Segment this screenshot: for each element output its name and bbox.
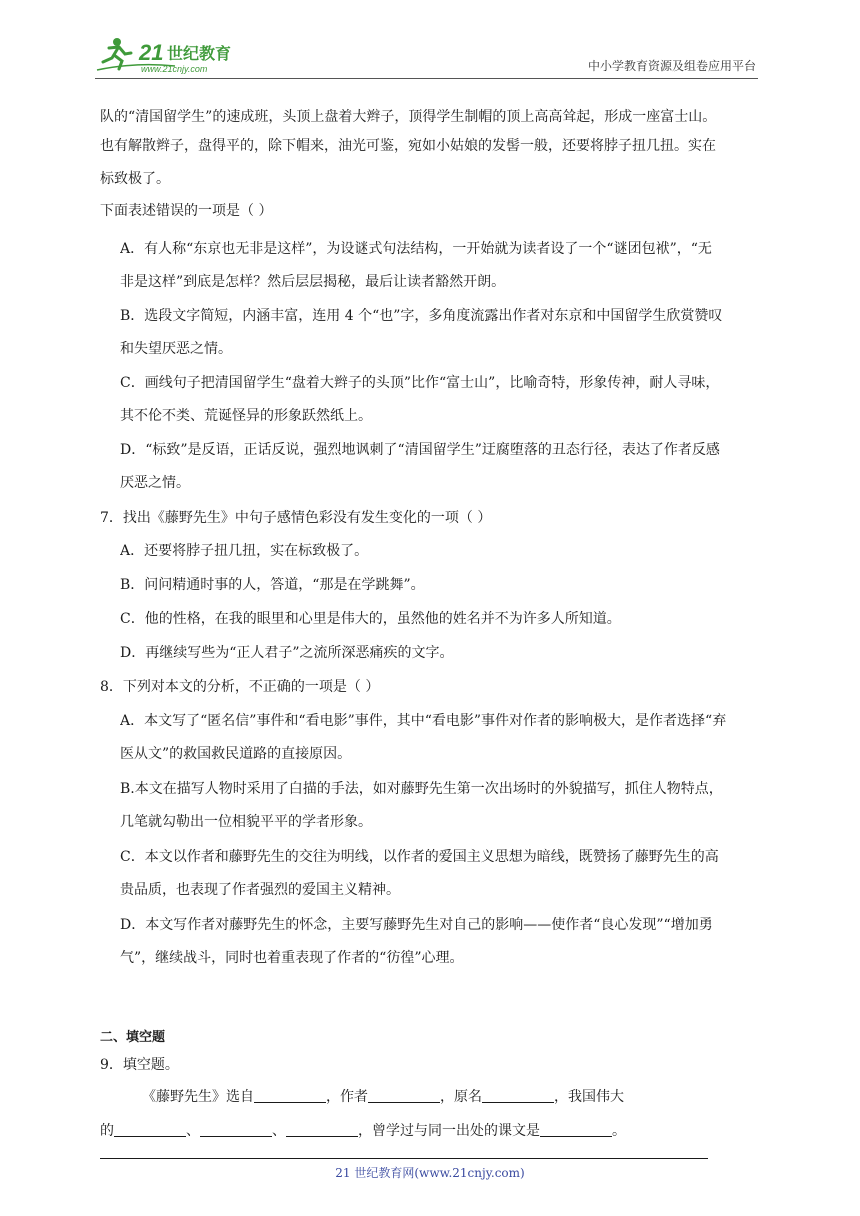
logo: [95, 34, 265, 76]
q8-option-d-line-1: D．本文写作者对藤野先生的怀念，主要写藤野先生对自己的影响——使作者“良心发现”“增加勇: [120, 917, 713, 933]
emphasis-char: 致: [114, 171, 128, 187]
passage-text: 有解散辫子，盘得平的，除下帽来，油光可鉴，宛如小姑娘的发髻一般，还要将脖子扭几扭。实在: [114, 138, 716, 154]
passage-line-3: [100, 168, 758, 188]
page-header: [95, 34, 758, 79]
q6-option-b-line-1: B．选段文字简短，内涵丰富，连用 4 个“也”字，多角度流露出作者对东京和中国留学生欣赏赞叹: [120, 308, 723, 324]
q6-option-c-line-2: 其不伦不类、荒诞怪异的形象跃然纸上。: [120, 408, 372, 424]
passage-line-1: 队的“清国留学生”的速成班，头顶上盘着大辫子，顶得学生制帽的顶上高高耸起，形成一座富士山。: [100, 109, 717, 125]
fill-text: 《藤野先生》选自: [142, 1089, 254, 1105]
q8-option-a-line-2: 医从文”的救国救民道路的直接原因。: [120, 746, 352, 762]
q9-stem: 9．填空题。: [100, 1057, 179, 1073]
q8-option-d-line-2: 气”，继续战斗，同时也着重表现了作者的“彷徨”心理。: [120, 950, 464, 966]
q6-option-d-line-2: 厌恶之情。: [120, 475, 190, 491]
fill-text: ，原名: [440, 1089, 482, 1105]
section-title: 二、填空题: [100, 1030, 166, 1045]
q6-option-a-line-2: 非是这样”到底是怎样？然后层层揭秘，最后让读者豁然开朗。: [120, 274, 506, 290]
answer-blank[interactable]: [540, 1122, 612, 1137]
answer-blank[interactable]: [286, 1122, 358, 1137]
answer-blank[interactable]: [368, 1088, 440, 1103]
answer-blank[interactable]: [200, 1122, 272, 1137]
fill-text: ，我国伟大: [554, 1089, 624, 1105]
fill-text: 、: [272, 1123, 286, 1139]
passage-line-2: [100, 135, 758, 155]
answer-blank[interactable]: [482, 1088, 554, 1103]
fill-text: ，曾学过与同一出处的课文是: [358, 1123, 540, 1139]
q7-option-d: D．再继续写些为“正人君子”之流所深恶痛疾的文字。: [120, 645, 454, 661]
fill-text: ，作者: [326, 1089, 368, 1105]
q8-option-c-line-2: 贵品质，也表现了作者强烈的爱国主义精神。: [120, 882, 400, 898]
fill-text: 、: [186, 1123, 200, 1139]
logo-text: 世纪教育: [167, 44, 232, 63]
fill-line-1: [142, 1086, 758, 1106]
emphasis-char: 标: [100, 171, 114, 187]
logo-number: 21: [139, 40, 164, 65]
stem-text: 下面表述: [100, 203, 156, 219]
answer-blank[interactable]: [254, 1088, 326, 1103]
passage-text: 极了。: [128, 171, 170, 187]
footer-divider: [100, 1158, 708, 1159]
logo-url: www.21cnjy.com: [141, 64, 208, 74]
answer-blank[interactable]: [114, 1122, 186, 1137]
emphasis-char: 也: [100, 138, 114, 154]
q6-option-a-line-1: A．有人称“东京也无非是这样”，为设谜式句法结构，一开始就为读者设了一个“谜团包袱”，“无: [120, 241, 712, 257]
q7-option-c: C．他的性格，在我的眼里和心里是伟大的，虽然他的姓名并不为许多人所知道。: [120, 611, 621, 627]
platform-name: 中小学教育资源及组卷应用平台: [587, 59, 756, 73]
q6-option-b-line-2: 和失望厌恶之情。: [120, 341, 232, 357]
fill-text: 的: [100, 1123, 114, 1139]
q8-option-b-line-2: 几笔就勾勒出一位相貌平平的学者形象。: [120, 814, 372, 830]
q8-stem: 8．下列对本文的分析，不正确的一项是（ ）: [100, 679, 380, 695]
page-footer[interactable]: 21 世纪教育网(www.21cnjy.com): [335, 1166, 525, 1180]
emphasis-word: 错误: [156, 203, 184, 219]
q6-option-c-line-1: C．画线句子把清国留学生“盘着大辫子的头顶”比作“富士山”，比喻奇特，形象传神，耐人寻味，: [120, 375, 720, 391]
fill-text: 。: [612, 1123, 626, 1139]
q7-option-b: B．问问精通时事的人，答道，“那是在学跳舞”。: [120, 577, 425, 593]
q7-stem: 7．找出《藤野先生》中句子感情色彩没有发生变化的一项（ ）: [100, 510, 492, 526]
q6-option-d-line-1: D．“标致”是反语，正话反说，强烈地讽刺了“清国留学生”迂腐堕落的丑态行径，表达了作者反感: [120, 442, 720, 458]
fill-line-2: [100, 1120, 758, 1140]
q8-option-c-line-1: C．本文以作者和藤野先生的交往为明线，以作者的爱国主义思想为暗线，既赞扬了藤野先生的高: [120, 849, 719, 865]
stem-text: 的一项是（ ）: [184, 203, 273, 219]
q6-stem: [100, 200, 758, 220]
q8-option-a-line-1: A．本文写了“匿名信”事件和“看电影”事件，其中“看电影”事件对作者的影响极大，是作者选择“弃: [120, 713, 727, 729]
q8-option-b-line-1: B.本文在描写人物时采用了白描的手法，如对藤野先生第一次出场时的外貌描写，抓住人物特点，: [120, 781, 723, 797]
q7-option-a: A．还要将脖子扭几扭，实在标致极了。: [120, 543, 369, 559]
